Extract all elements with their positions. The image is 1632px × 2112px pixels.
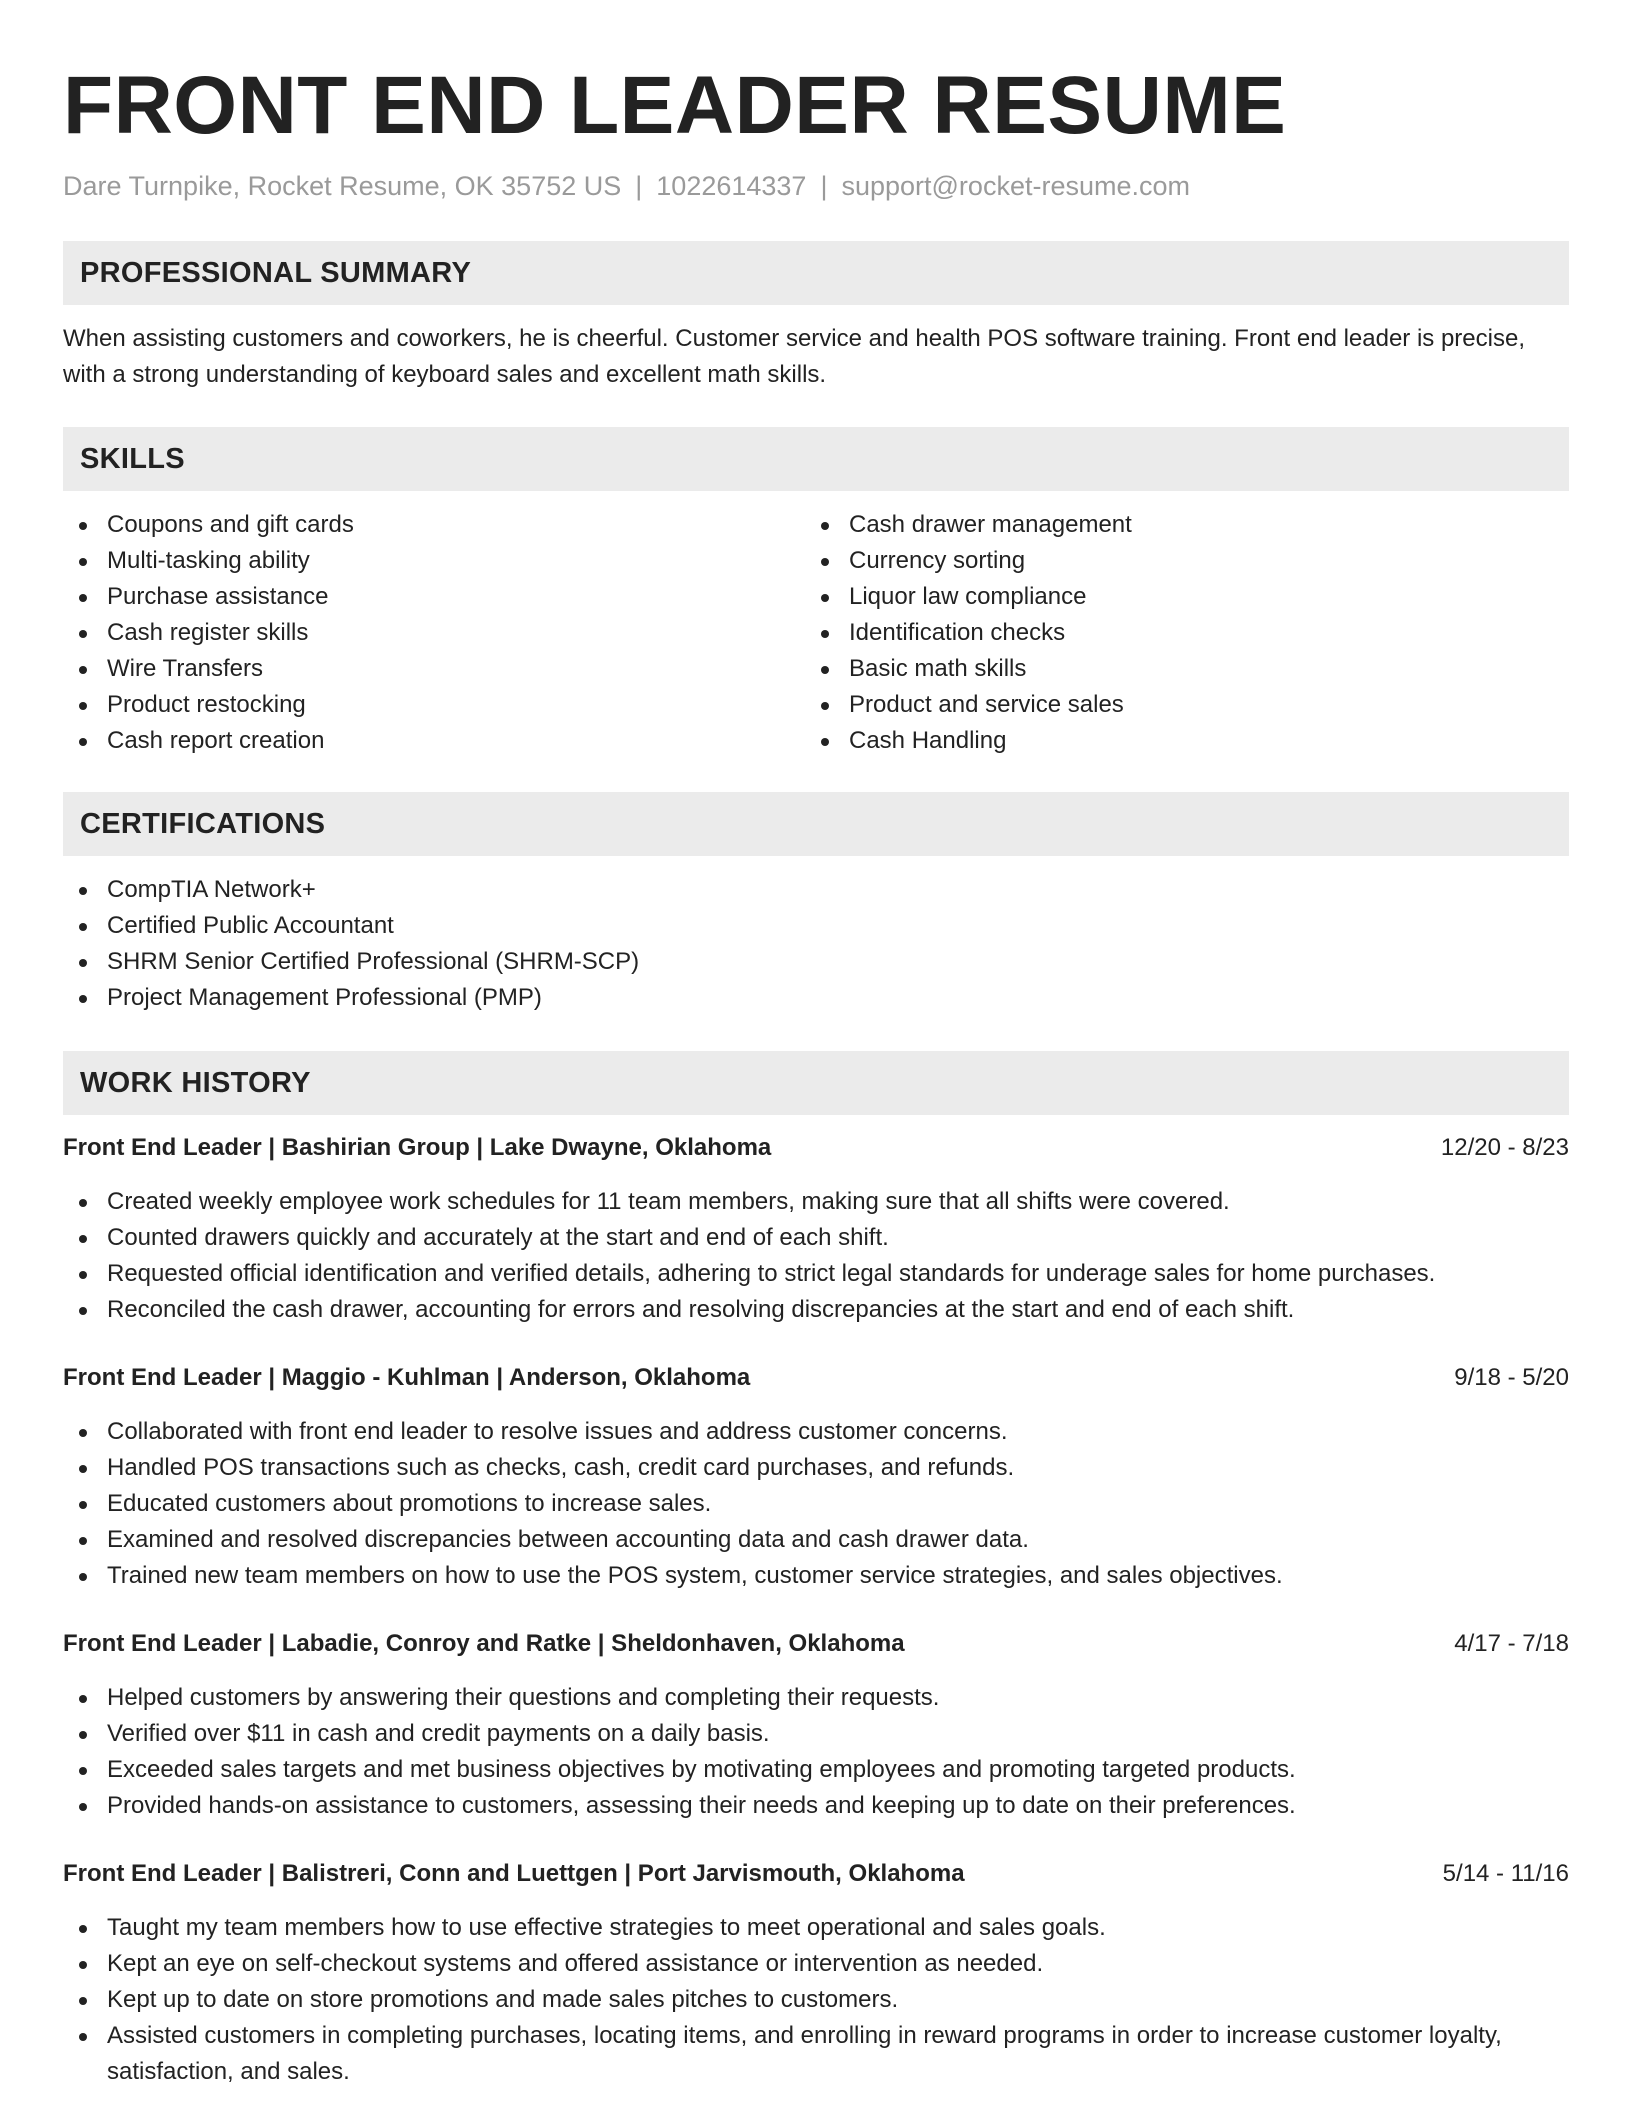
- job-dates: 12/20 - 8/23: [1440, 1134, 1569, 1161]
- contact-email: support@rocket-resume.com: [841, 171, 1190, 201]
- job-bullets: [63, 1184, 1569, 1328]
- skill-item: Currency sorting: [805, 543, 1547, 579]
- job-bullet: Verified over $11 in cash and credit payments on a daily basis.: [63, 1716, 1569, 1752]
- skills-column-left: [63, 507, 805, 759]
- job-bullet: Requested official identification and verified details, adhering to strict legal standards for underage sales for home purchases.: [63, 1256, 1569, 1292]
- job-title: Front End Leader | Labadie, Conroy and Ratke | Sheldonhaven, Oklahoma: [63, 1630, 905, 1657]
- job-bullets: [63, 1910, 1569, 2090]
- job-title: Front End Leader | Maggio - Kuhlman | Anderson, Oklahoma: [63, 1364, 751, 1391]
- job-entry: [63, 1130, 1569, 1328]
- job-bullets: [63, 1414, 1569, 1594]
- job-bullet: Created weekly employee work schedules for 11 team members, making sure that all shifts were covered.: [63, 1184, 1569, 1220]
- certification-item: SHRM Senior Certified Professional (SHRM-SCP): [63, 944, 1569, 980]
- job-dates: 4/17 - 7/18: [1454, 1630, 1569, 1657]
- job-bullet: Handled POS transactions such as checks, cash, credit card purchases, and refunds.: [63, 1450, 1569, 1486]
- job-bullet: Trained new team members on how to use the POS system, customer service strategies, and sales objectives.: [63, 1558, 1569, 1594]
- job-header: [63, 1626, 1569, 1662]
- job-header: [63, 1360, 1569, 1396]
- job-bullet: Collaborated with front end leader to resolve issues and address customer concerns.: [63, 1414, 1569, 1450]
- job-title: Front End Leader | Bashirian Group | Lake Dwayne, Oklahoma: [63, 1134, 772, 1161]
- contact-address: Dare Turnpike, Rocket Resume, OK 35752 US: [63, 171, 622, 201]
- certification-item: Project Management Professional (PMP): [63, 980, 1569, 1016]
- skill-item: Multi-tasking ability: [63, 543, 805, 579]
- summary-heading: PROFESSIONAL SUMMARY: [80, 256, 472, 289]
- job-bullet: Taught my team members how to use effective strategies to meet operational and sales goals.: [63, 1910, 1569, 1946]
- job-header: [63, 1856, 1569, 1892]
- summary-text: When assisting customers and coworkers, he is cheerful. Customer service and health POS software training. Front end leader is precise, with a strong understanding of keyboard sales and excellent math skills.: [63, 325, 1525, 388]
- job-bullets: [63, 1680, 1569, 1824]
- job-bullet: Examined and resolved discrepancies between accounting data and cash drawer data.: [63, 1522, 1569, 1558]
- certification-item: Certified Public Accountant: [63, 908, 1569, 944]
- job-entry: [63, 1360, 1569, 1594]
- work-history-heading: WORK HISTORY: [80, 1066, 311, 1099]
- certifications-list: [63, 872, 1569, 1016]
- contact-line: [63, 168, 1569, 204]
- job-bullet: Helped customers by answering their questions and completing their requests.: [63, 1680, 1569, 1716]
- skills-section-header: [63, 427, 1569, 491]
- skill-item: Cash Handling: [805, 723, 1547, 759]
- job-header: [63, 1130, 1569, 1166]
- resume-page: [63, 0, 1569, 2090]
- skills-heading: SKILLS: [80, 442, 185, 475]
- skill-item: Liquor law compliance: [805, 579, 1547, 615]
- job-bullet: Kept up to date on store promotions and made sales pitches to customers.: [63, 1982, 1569, 2018]
- job-bullet: Reconciled the cash drawer, accounting for errors and resolving discrepancies at the start and end of each shift.: [63, 1292, 1569, 1328]
- job-bullet: Kept an eye on self-checkout systems and offered assistance or intervention as needed.: [63, 1946, 1569, 1982]
- skill-item: Basic math skills: [805, 651, 1547, 687]
- work-history-section-header: [63, 1051, 1569, 1115]
- certifications-heading: CERTIFICATIONS: [80, 807, 326, 840]
- skills-column-right: [805, 507, 1547, 759]
- resume-title: FRONT END LEADER RESUME: [63, 60, 1287, 151]
- job-bullet: Exceeded sales targets and met business objectives by motivating employees and promoting targeted products.: [63, 1752, 1569, 1788]
- skill-item: Product restocking: [63, 687, 805, 723]
- certifications-section-header: [63, 792, 1569, 856]
- contact-separator: |: [820, 171, 828, 201]
- skill-item: Coupons and gift cards: [63, 507, 805, 543]
- skill-item: Wire Transfers: [63, 651, 805, 687]
- skill-item: Purchase assistance: [63, 579, 805, 615]
- contact-phone: 1022614337: [656, 171, 807, 201]
- job-bullet: Counted drawers quickly and accurately at the start and end of each shift.: [63, 1220, 1569, 1256]
- job-dates: 5/14 - 11/16: [1442, 1860, 1569, 1887]
- certification-item: CompTIA Network+: [63, 872, 1569, 908]
- skill-item: Cash register skills: [63, 615, 805, 651]
- job-title: Front End Leader | Balistreri, Conn and Luettgen | Port Jarvismouth, Oklahoma: [63, 1860, 965, 1887]
- job-entry: [63, 1856, 1569, 2090]
- skill-item: Product and service sales: [805, 687, 1547, 723]
- skill-item: Identification checks: [805, 615, 1547, 651]
- job-bullet: Educated customers about promotions to increase sales.: [63, 1486, 1569, 1522]
- summary-section-header: [63, 241, 1569, 305]
- skills-list: [63, 507, 1569, 759]
- skill-item: Cash drawer management: [805, 507, 1547, 543]
- job-bullet: Provided hands-on assistance to customers, assessing their needs and keeping up to date on their preferences.: [63, 1788, 1569, 1824]
- job-dates: 9/18 - 5/20: [1454, 1364, 1569, 1391]
- job-entry: [63, 1626, 1569, 1824]
- job-bullet: Assisted customers in completing purchases, locating items, and enrolling in reward programs in order to increase customer loyalty, satisfaction, and sales.: [63, 2018, 1569, 2090]
- contact-separator: |: [635, 171, 643, 201]
- skill-item: Cash report creation: [63, 723, 805, 759]
